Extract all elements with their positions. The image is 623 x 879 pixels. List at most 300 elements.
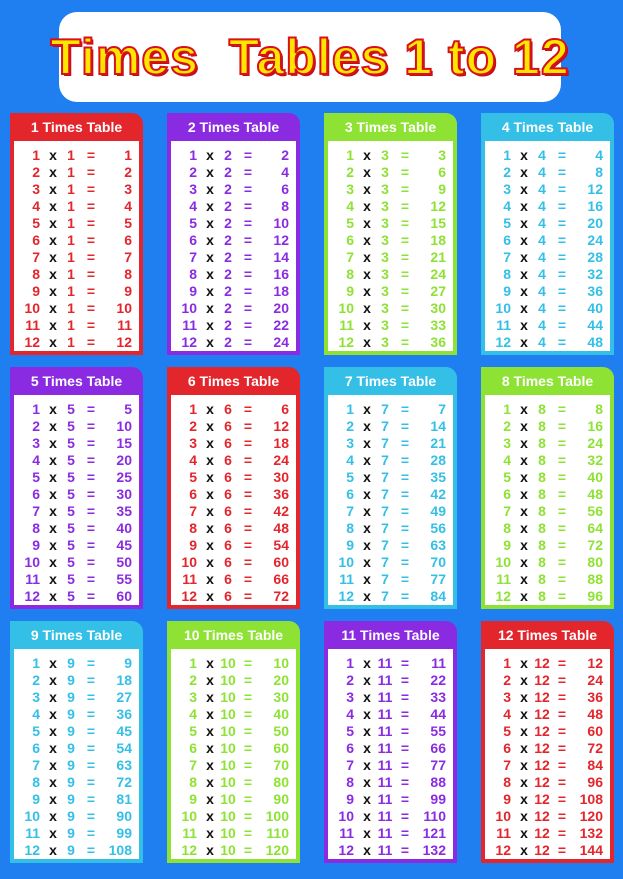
product: 30	[430, 300, 446, 316]
equals-sign: =	[243, 198, 253, 214]
product: 8	[124, 266, 132, 282]
times-table-header: 6 Times Table	[167, 367, 300, 395]
multiplier: 5	[32, 469, 40, 485]
table-row	[328, 334, 453, 351]
table-row	[14, 266, 139, 283]
table-row	[485, 655, 610, 672]
equals-sign: =	[400, 842, 410, 858]
table-row	[14, 452, 139, 469]
table-row	[171, 537, 296, 554]
product: 45	[116, 723, 132, 739]
multiplier: 12	[338, 334, 354, 350]
equals-sign: =	[557, 588, 567, 604]
multiply-sign: x	[363, 198, 371, 214]
multiplier: 8	[189, 774, 197, 790]
equals-sign: =	[557, 181, 567, 197]
table-row	[171, 317, 296, 334]
equals-sign: =	[557, 401, 567, 417]
table-row	[328, 672, 453, 689]
equals-sign: =	[400, 317, 410, 333]
multiplier: 7	[32, 249, 40, 265]
multiply-sign: x	[49, 418, 57, 434]
times-table-header: 12 Times Table	[481, 621, 614, 649]
product: 36	[587, 689, 603, 705]
multiply-sign: x	[363, 503, 371, 519]
multiplier: 7	[189, 249, 197, 265]
table-row	[328, 198, 453, 215]
equals-sign: =	[243, 283, 253, 299]
title-banner	[50, 12, 570, 102]
table-row	[14, 300, 139, 317]
multiplicand: 10	[220, 825, 236, 841]
product: 48	[587, 334, 603, 350]
equals-sign: =	[243, 164, 253, 180]
multiply-sign: x	[363, 452, 371, 468]
product: 36	[273, 486, 289, 502]
multiplicand: 10	[220, 808, 236, 824]
multiplicand: 3	[381, 164, 389, 180]
equals-sign: =	[243, 672, 253, 688]
equals-sign: =	[86, 842, 96, 858]
table-row	[328, 825, 453, 842]
multiplicand: 2	[224, 249, 232, 265]
equals-sign: =	[557, 283, 567, 299]
multiply-sign: x	[49, 808, 57, 824]
product: 63	[430, 537, 446, 553]
multiplier: 12	[24, 334, 40, 350]
multiply-sign: x	[520, 808, 528, 824]
product: 6	[281, 181, 289, 197]
equals-sign: =	[400, 689, 410, 705]
times-table-card	[324, 367, 457, 609]
multiplier: 2	[32, 164, 40, 180]
product: 7	[438, 401, 446, 417]
multiplicand: 12	[534, 723, 550, 739]
multiply-sign: x	[520, 689, 528, 705]
equals-sign: =	[557, 249, 567, 265]
times-table-card	[481, 113, 614, 355]
multiplicand: 1	[67, 181, 75, 197]
multiplier: 10	[181, 808, 197, 824]
multiply-sign: x	[363, 418, 371, 434]
table-row	[485, 215, 610, 232]
multiplier: 4	[503, 452, 511, 468]
multiplicand: 9	[67, 842, 75, 858]
multiplicand: 4	[538, 198, 546, 214]
equals-sign: =	[400, 706, 410, 722]
multiply-sign: x	[520, 825, 528, 841]
table-row	[328, 774, 453, 791]
multiplicand: 12	[534, 757, 550, 773]
multiplier: 9	[346, 537, 354, 553]
multiplier: 3	[189, 181, 197, 197]
multiplicand: 10	[220, 655, 236, 671]
equals-sign: =	[557, 147, 567, 163]
equals-sign: =	[557, 791, 567, 807]
multiplier: 12	[495, 334, 511, 350]
multiply-sign: x	[363, 655, 371, 671]
multiplier: 7	[32, 503, 40, 519]
multiplier: 3	[503, 689, 511, 705]
equals-sign: =	[243, 706, 253, 722]
table-row	[485, 300, 610, 317]
multiply-sign: x	[363, 689, 371, 705]
multiplier: 4	[189, 452, 197, 468]
equals-sign: =	[557, 706, 567, 722]
table-row	[14, 571, 139, 588]
multiply-sign: x	[49, 723, 57, 739]
multiply-sign: x	[206, 469, 214, 485]
table-row	[328, 418, 453, 435]
table-row	[485, 198, 610, 215]
equals-sign: =	[86, 520, 96, 536]
multiplier: 8	[346, 520, 354, 536]
multiply-sign: x	[49, 503, 57, 519]
equals-sign: =	[243, 334, 253, 350]
multiplier: 12	[24, 588, 40, 604]
product: 50	[273, 723, 289, 739]
multiplicand: 5	[67, 520, 75, 536]
multiply-sign: x	[49, 672, 57, 688]
multiplier: 4	[346, 706, 354, 722]
product: 35	[430, 469, 446, 485]
table-row	[171, 774, 296, 791]
equals-sign: =	[243, 300, 253, 316]
multiplier: 5	[32, 215, 40, 231]
multiply-sign: x	[520, 147, 528, 163]
multiplicand: 8	[538, 452, 546, 468]
table-row	[485, 842, 610, 859]
multiply-sign: x	[206, 571, 214, 587]
multiplier: 3	[32, 435, 40, 451]
equals-sign: =	[243, 215, 253, 231]
equals-sign: =	[557, 266, 567, 282]
multiplier: 3	[346, 181, 354, 197]
multiply-sign: x	[363, 571, 371, 587]
table-row	[171, 334, 296, 351]
equals-sign: =	[243, 520, 253, 536]
multiplicand: 7	[381, 435, 389, 451]
multiplier: 7	[503, 757, 511, 773]
table-row	[328, 317, 453, 334]
times-table-card	[10, 113, 143, 355]
multiplier: 8	[503, 774, 511, 790]
product: 66	[430, 740, 446, 756]
table-row	[328, 401, 453, 418]
product: 20	[273, 300, 289, 316]
multiplicand: 2	[224, 164, 232, 180]
multiply-sign: x	[206, 452, 214, 468]
equals-sign: =	[86, 537, 96, 553]
product: 70	[430, 554, 446, 570]
multiply-sign: x	[363, 537, 371, 553]
equals-sign: =	[557, 164, 567, 180]
multiplicand: 7	[381, 588, 389, 604]
multiply-sign: x	[520, 486, 528, 502]
equals-sign: =	[86, 300, 96, 316]
table-row	[328, 740, 453, 757]
times-table-body	[324, 141, 457, 355]
equals-sign: =	[86, 757, 96, 773]
product: 24	[587, 672, 603, 688]
multiply-sign: x	[49, 706, 57, 722]
product: 12	[273, 232, 289, 248]
product: 40	[587, 469, 603, 485]
product: 27	[430, 283, 446, 299]
multiply-sign: x	[49, 198, 57, 214]
equals-sign: =	[86, 469, 96, 485]
multiplicand: 5	[67, 486, 75, 502]
times-table-header: 11 Times Table	[324, 621, 457, 649]
times-table-header: 9 Times Table	[10, 621, 143, 649]
table-row	[171, 706, 296, 723]
multiplicand: 2	[224, 283, 232, 299]
product: 64	[587, 520, 603, 536]
multiplicand: 6	[224, 401, 232, 417]
table-row	[328, 435, 453, 452]
multiplicand: 3	[381, 147, 389, 163]
multiplier: 12	[181, 334, 197, 350]
multiplier: 4	[346, 198, 354, 214]
multiplier: 9	[189, 537, 197, 553]
equals-sign: =	[400, 774, 410, 790]
product: 2	[124, 164, 132, 180]
equals-sign: =	[400, 672, 410, 688]
table-row	[14, 757, 139, 774]
table-row	[328, 469, 453, 486]
equals-sign: =	[400, 571, 410, 587]
table-row	[171, 842, 296, 859]
multiplicand: 10	[220, 672, 236, 688]
product: 108	[108, 842, 132, 858]
multiply-sign: x	[520, 181, 528, 197]
multiplier: 9	[503, 537, 511, 553]
equals-sign: =	[400, 452, 410, 468]
multiplier: 3	[503, 435, 511, 451]
multiplier: 6	[503, 486, 511, 502]
table-row	[328, 215, 453, 232]
multiply-sign: x	[49, 825, 57, 841]
equals-sign: =	[243, 689, 253, 705]
product: 63	[116, 757, 132, 773]
multiplier: 3	[346, 689, 354, 705]
product: 55	[430, 723, 446, 739]
multiplicand: 11	[377, 825, 393, 841]
product: 10	[116, 300, 132, 316]
multiplicand: 2	[224, 300, 232, 316]
multiplicand: 7	[381, 486, 389, 502]
table-row	[485, 435, 610, 452]
table-row	[485, 181, 610, 198]
multiplicand: 4	[538, 283, 546, 299]
product: 100	[265, 808, 289, 824]
multiply-sign: x	[363, 588, 371, 604]
times-table-body	[481, 395, 614, 609]
multiplier: 2	[346, 164, 354, 180]
multiplicand: 3	[381, 334, 389, 350]
product: 4	[595, 147, 603, 163]
table-row	[171, 689, 296, 706]
table-row	[14, 842, 139, 859]
equals-sign: =	[400, 215, 410, 231]
multiplicand: 8	[538, 469, 546, 485]
multiply-sign: x	[206, 317, 214, 333]
equals-sign: =	[86, 503, 96, 519]
times-table-body	[324, 395, 457, 609]
multiplier: 1	[503, 401, 511, 417]
multiplier: 8	[32, 774, 40, 790]
times-table-card	[10, 621, 143, 863]
multiplier: 12	[338, 842, 354, 858]
product: 144	[579, 842, 603, 858]
equals-sign: =	[86, 791, 96, 807]
product: 77	[430, 571, 446, 587]
multiplicand: 12	[534, 655, 550, 671]
multiplicand: 3	[381, 317, 389, 333]
equals-sign: =	[243, 588, 253, 604]
table-row	[485, 452, 610, 469]
equals-sign: =	[243, 825, 253, 841]
product: 40	[587, 300, 603, 316]
table-row	[328, 706, 453, 723]
table-row	[14, 706, 139, 723]
equals-sign: =	[86, 571, 96, 587]
times-table-card	[481, 621, 614, 863]
times-table-header: 1 Times Table	[10, 113, 143, 141]
multiply-sign: x	[49, 554, 57, 570]
multiplier: 1	[32, 401, 40, 417]
equals-sign: =	[400, 757, 410, 773]
multiplicand: 6	[224, 554, 232, 570]
multiply-sign: x	[206, 791, 214, 807]
multiply-sign: x	[49, 283, 57, 299]
multiply-sign: x	[206, 418, 214, 434]
equals-sign: =	[557, 808, 567, 824]
table-row	[328, 537, 453, 554]
product: 40	[116, 520, 132, 536]
multiplier: 5	[189, 215, 197, 231]
multiplier: 10	[338, 554, 354, 570]
table-row	[485, 486, 610, 503]
multiplier: 5	[503, 215, 511, 231]
table-row	[485, 554, 610, 571]
multiplicand: 9	[67, 740, 75, 756]
multiply-sign: x	[49, 249, 57, 265]
multiplier: 3	[32, 181, 40, 197]
equals-sign: =	[243, 740, 253, 756]
times-table-header: 8 Times Table	[481, 367, 614, 395]
multiply-sign: x	[520, 164, 528, 180]
multiplier: 5	[346, 469, 354, 485]
times-table-header: 7 Times Table	[324, 367, 457, 395]
product: 48	[587, 706, 603, 722]
table-row	[328, 486, 453, 503]
multiply-sign: x	[49, 774, 57, 790]
multiplicand: 4	[538, 164, 546, 180]
multiplier: 11	[339, 317, 354, 333]
multiply-sign: x	[206, 401, 214, 417]
multiplier: 6	[503, 232, 511, 248]
multiplicand: 6	[224, 452, 232, 468]
product: 14	[430, 418, 446, 434]
multiplier: 4	[346, 452, 354, 468]
table-row	[171, 672, 296, 689]
multiply-sign: x	[49, 266, 57, 282]
multiplicand: 2	[224, 147, 232, 163]
product: 12	[430, 198, 446, 214]
multiplicand: 12	[534, 825, 550, 841]
multiplicand: 2	[224, 215, 232, 231]
multiplier: 10	[24, 300, 40, 316]
table-row	[14, 740, 139, 757]
multiplier: 11	[182, 571, 197, 587]
equals-sign: =	[86, 435, 96, 451]
multiply-sign: x	[206, 672, 214, 688]
table-row	[171, 198, 296, 215]
product: 44	[430, 706, 446, 722]
multiplier: 1	[189, 147, 197, 163]
product: 33	[430, 689, 446, 705]
product: 88	[587, 571, 603, 587]
multiply-sign: x	[520, 198, 528, 214]
multiplier: 11	[182, 825, 197, 841]
table-row	[171, 469, 296, 486]
multiplicand: 3	[381, 300, 389, 316]
multiplier: 8	[189, 520, 197, 536]
table-row	[328, 554, 453, 571]
equals-sign: =	[243, 655, 253, 671]
multiply-sign: x	[206, 825, 214, 841]
product: 15	[116, 435, 132, 451]
times-table-card	[167, 367, 300, 609]
multiplicand: 12	[534, 842, 550, 858]
multiplicand: 9	[67, 689, 75, 705]
multiplier: 6	[32, 740, 40, 756]
multiply-sign: x	[206, 503, 214, 519]
table-row	[485, 740, 610, 757]
product: 24	[587, 435, 603, 451]
multiply-sign: x	[206, 435, 214, 451]
multiplier: 11	[25, 317, 40, 333]
table-row	[171, 571, 296, 588]
product: 36	[430, 334, 446, 350]
times-table-card	[167, 113, 300, 355]
equals-sign: =	[400, 232, 410, 248]
multiplier: 6	[346, 232, 354, 248]
table-row	[14, 317, 139, 334]
multiplicand: 11	[377, 672, 393, 688]
multiplicand: 2	[224, 232, 232, 248]
equals-sign: =	[557, 774, 567, 790]
product: 16	[587, 198, 603, 214]
multiplicand: 12	[534, 774, 550, 790]
multiplier: 9	[32, 537, 40, 553]
multiply-sign: x	[363, 706, 371, 722]
equals-sign: =	[86, 452, 96, 468]
equals-sign: =	[86, 672, 96, 688]
table-row	[171, 655, 296, 672]
table-row	[171, 723, 296, 740]
product: 55	[116, 571, 132, 587]
equals-sign: =	[86, 825, 96, 841]
multiply-sign: x	[49, 232, 57, 248]
equals-sign: =	[400, 503, 410, 519]
multiplicand: 1	[67, 334, 75, 350]
table-row	[171, 588, 296, 605]
product: 12	[116, 334, 132, 350]
multiply-sign: x	[49, 486, 57, 502]
table-row	[328, 300, 453, 317]
